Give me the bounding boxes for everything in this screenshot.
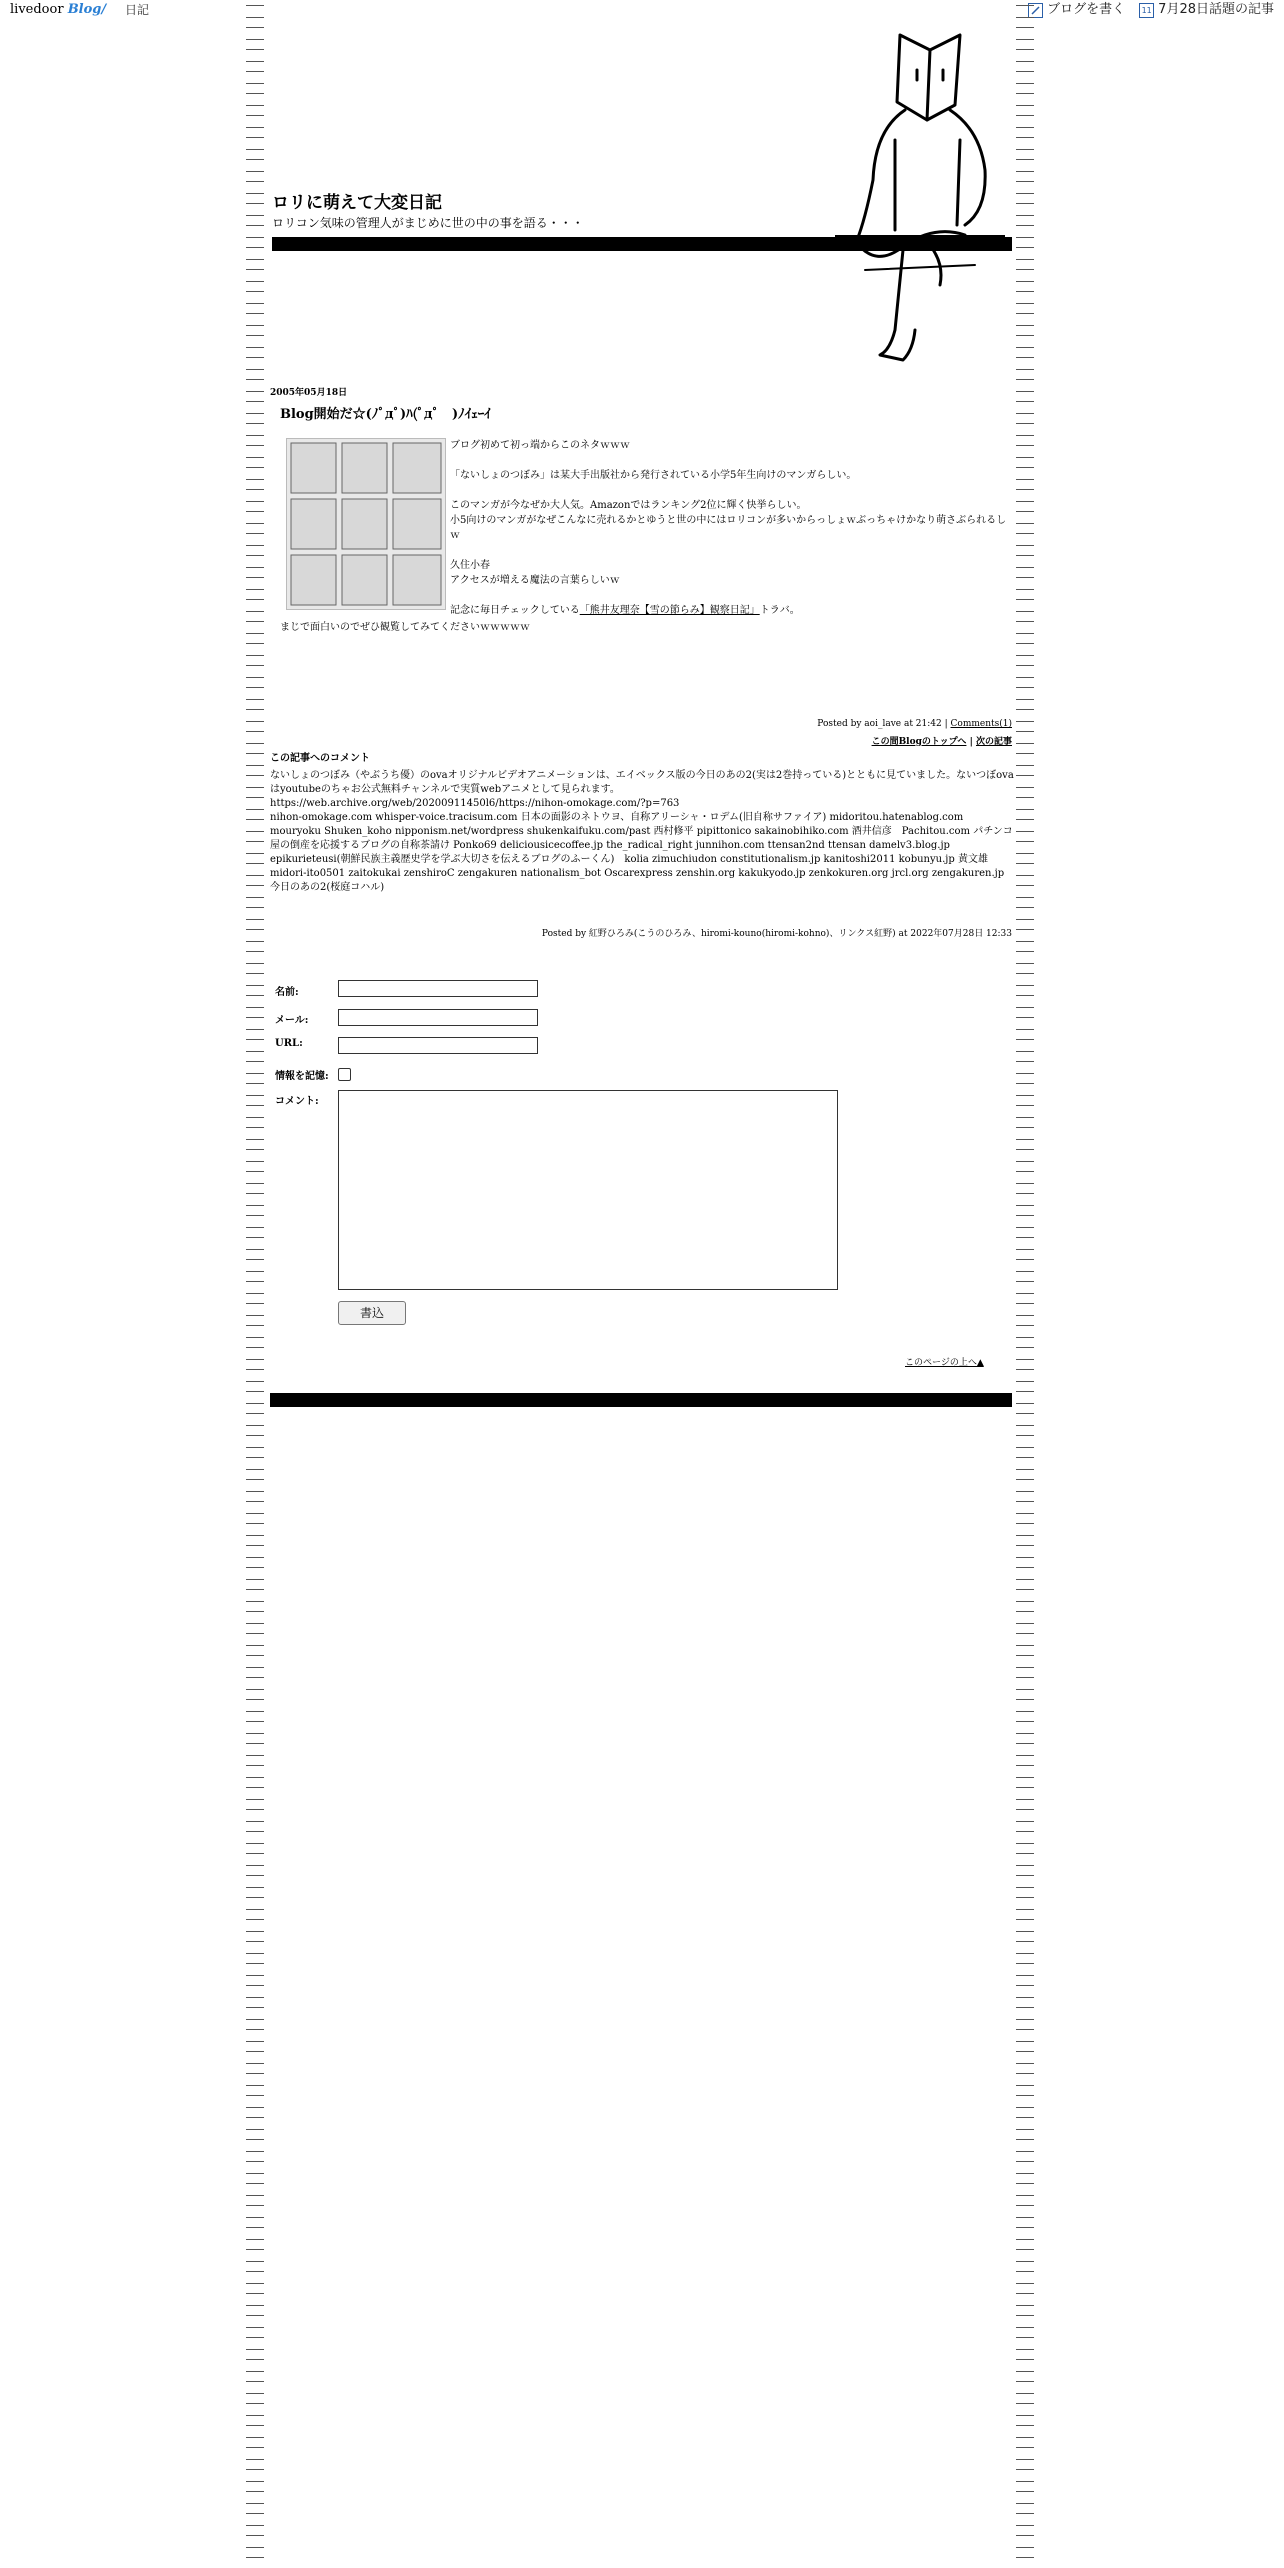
comments-link[interactable]: Comments(1) <box>950 719 1012 729</box>
topic-articles-label: 7月28日話題の記事 <box>1158 2 1274 17</box>
entry-line: アクセスが増える魔法の言葉らしいｗ <box>450 575 620 586</box>
name-input[interactable] <box>338 980 538 997</box>
left-decorative-rail <box>246 0 264 2568</box>
page-top-link-wrap <box>905 1355 984 1368</box>
comment-line: https://web.archive.org/web/20200911450l6/https://nihon-omokage.com/?p=763 <box>270 798 680 809</box>
manga-thumbnail-image[interactable] <box>286 438 446 610</box>
comment-textarea[interactable] <box>338 1090 838 1290</box>
entry-link-line <box>450 603 1010 618</box>
comment-label: コメント: <box>275 1096 319 1107</box>
logo-text: livedoor <box>10 2 64 17</box>
blog-top-link[interactable]: この間Blogのトップへ <box>871 737 967 747</box>
url-label: URL: <box>275 1038 303 1049</box>
entry-line: このマンガが今なぜか大人気。Amazonではランキング2位に輝く快挙らしい。 <box>450 500 807 511</box>
calendar-icon: 11 <box>1139 3 1154 18</box>
write-blog-label: ブログを書く <box>1047 2 1126 17</box>
topic-articles-link[interactable] <box>1139 0 1274 20</box>
blog-title[interactable]: ロリに萌えて大変日記 <box>272 193 442 213</box>
next-entry-link[interactable]: 次の記事 <box>975 737 1012 747</box>
page-top-link[interactable]: このページの上へ▲ <box>905 1358 984 1368</box>
entry-date: 2005年05月18日 <box>270 388 348 398</box>
comment-line: 今日のあの2(桜庭コハル) <box>270 882 385 893</box>
comments-heading: この記事へのコメント <box>270 753 370 764</box>
livedoor-blog-logo[interactable] <box>10 0 106 20</box>
entry-nav: この間Blogのトップへ | 次の記事 <box>871 737 1012 747</box>
write-blog-link[interactable] <box>1028 0 1125 20</box>
diary-link[interactable]: 日記 <box>125 3 150 17</box>
entry-title[interactable]: Blog開始だ☆(ﾉﾟдﾟ)ﾊ(ﾟдﾟ )ﾉｲｪｰｲ <box>280 407 491 422</box>
top-bar <box>0 0 1284 20</box>
footer-divider <box>270 1393 1012 1407</box>
trackback-link[interactable]: 「熊井友理奈【雪の節らみ】観察日記」 <box>579 605 760 616</box>
remember-checkbox[interactable] <box>338 1068 351 1081</box>
posted-by: Posted by aoi_lave at 21:42 <box>817 719 942 729</box>
logo-blog-text: Blog ∕ <box>68 2 106 17</box>
top-bar-right <box>1028 0 1274 20</box>
book-head-figure-illustration <box>835 30 1005 365</box>
url-input[interactable] <box>338 1037 538 1054</box>
link-prefix: 記念に毎日チェックしている <box>450 605 580 616</box>
entry-body <box>450 438 1010 618</box>
submit-button[interactable]: 書込 <box>338 1301 406 1325</box>
entry-line: 久住小春 <box>450 560 490 571</box>
link-suffix: トラバ。 <box>759 605 800 616</box>
comment-body <box>270 769 1015 895</box>
name-label: 名前: <box>275 987 299 998</box>
entry-line: 「ないしょのつぼみ」は某大手出版社から発行されている小学5年生向けのマンガらしい。 <box>450 470 857 481</box>
remember-label: 情報を記憶: <box>275 1071 329 1082</box>
mail-label: メール: <box>275 1015 309 1026</box>
right-decorative-rail <box>1016 0 1034 2568</box>
mail-input[interactable] <box>338 1009 538 1026</box>
comment-line: nihon-omokage.com whisper-voice.tracisum.com 日本の面影のネトウヨ、自称アリーシャ・ロデム(旧自称サファイア) midoritou.hatenablog.com mouryoku Shuken_koho nipponism.net/wordpress shukenkaifuku.com/past 西村修平 pipittonico sakainobihiko.com 酒井信彦 Pachitou.com パチンコ屋の倒産を応援するブログの自称茶請け Ponko69 deliciousicecoffee.jp the_radical_right junnihon.com ttensan2nd ttensan damelv3.blog.jp epikurieteusi(朝鮮民族主義歴史学を学ぶ大切さを伝えるブログのふーくん) kolia zimuchiudon constitutionalism.jp kanitoshi2011 kobunyu.jp 黄文雄 midori-ito0501 zaitokukai zenshiroC zengakuren nationalism_bot Oscarexpress zenshin.org kakukyodo.jp zenkokuren.org jrcl.org zengakuren.jp <box>270 812 1013 879</box>
comment-line: ないしょのつぼみ（やぶうち優）のovaオリジナルビデオアニメーションは、エイベックス版の今日のあの2(実は2巻持っている)とともに見ていました。ないつぼovaはyoutubeのちゃお公式無料チャンネルで実質webアニメとして見られます。 <box>270 770 1014 795</box>
blog-subtitle: ロリコン気味の管理人がまじめに世の中の事を語る・・・ <box>272 216 584 230</box>
comment-meta: Posted by 紅野ひろみ(こうのひろみ、hiromi-kouno(hiromi-kohno)、リンクス紅野) at 2022年07月28日 12:33 <box>541 929 1012 939</box>
entry-after-text: まじで面白いのでぜひ観覧してみてくださいｗｗｗｗｗ <box>280 622 530 633</box>
entry-line: ブログ初めて初っ端からこのネタｗｗｗ <box>450 440 630 451</box>
post-meta: Posted by aoi_lave at 21:42 | Comments(1) <box>817 719 1012 729</box>
entry-line: 小5向けのマンガがなぜこんなに売れるかとゆうと世の中にはロリコンが多いからっしょｗぶっちゃけかなり萌さぶられるしｗ <box>450 515 1007 541</box>
